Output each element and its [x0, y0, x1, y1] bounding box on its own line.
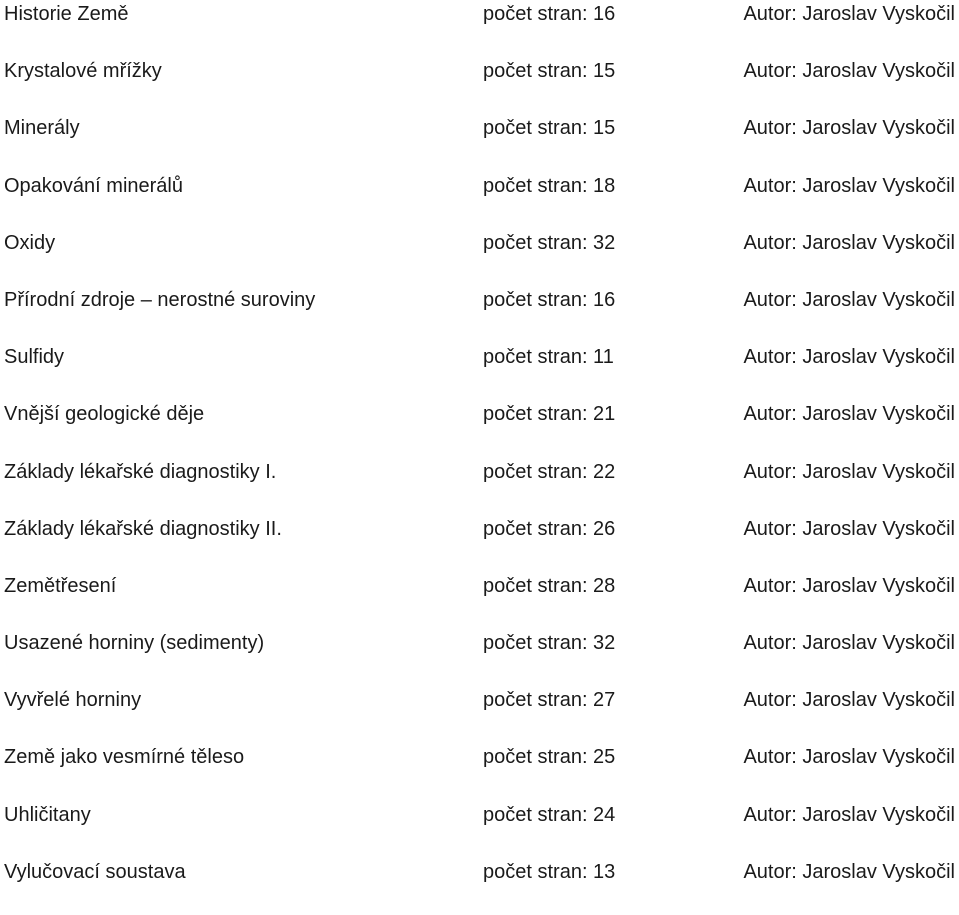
list-item — [0, 743, 959, 800]
list-item — [0, 572, 959, 629]
page-count: počet stran: 15 — [483, 60, 616, 83]
list-item — [0, 286, 959, 343]
document-author: Autor: Jaroslav Vyskočil — [743, 632, 955, 655]
document-title: Vnější geologické děje — [4, 403, 205, 426]
document-author: Autor: Jaroslav Vyskočil — [743, 860, 955, 883]
page-count: počet stran: 28 — [483, 574, 616, 597]
document-title: Usazené horniny (sedimenty) — [4, 632, 265, 655]
list-item — [0, 57, 959, 114]
document-author: Autor: Jaroslav Vyskočil — [743, 60, 955, 83]
list-item — [0, 458, 959, 515]
document-title: Vyvřelé horniny — [4, 689, 142, 712]
document-title: Sulfidy — [4, 346, 65, 369]
list-item — [0, 629, 959, 686]
page-count: počet stran: 22 — [483, 460, 616, 483]
document-author: Autor: Jaroslav Vyskočil — [743, 288, 955, 311]
document-author: Autor: Jaroslav Vyskočil — [743, 803, 955, 826]
document-title: Základy lékařské diagnostiky II. — [4, 517, 282, 540]
document-author: Autor: Jaroslav Vyskočil — [743, 3, 955, 25]
document-author: Autor: Jaroslav Vyskočil — [743, 403, 955, 426]
document-title: Opakování minerálů — [4, 174, 183, 197]
document-title: Historie Země — [4, 3, 129, 25]
list-item — [0, 686, 959, 743]
document-author: Autor: Jaroslav Vyskočil — [743, 117, 955, 140]
page-count: počet stran: 25 — [483, 746, 616, 769]
list-item — [0, 801, 959, 858]
page-count: počet stran: 24 — [483, 803, 616, 826]
document-title: Vylučovací soustava — [4, 860, 186, 883]
document-title: Uhličitany — [4, 803, 91, 826]
document-author: Autor: Jaroslav Vyskočil — [743, 231, 955, 254]
page-count: počet stran: 21 — [483, 403, 616, 426]
list-item — [0, 400, 959, 457]
document-title: Minerály — [4, 117, 80, 140]
document-author: Autor: Jaroslav Vyskočil — [743, 346, 955, 369]
document-title: Krystalové mřížky — [4, 60, 162, 83]
document-title: Základy lékařské diagnostiky I. — [4, 460, 277, 483]
list-item — [0, 172, 959, 229]
page-count: počet stran: 32 — [483, 231, 616, 254]
page-count: počet stran: 27 — [483, 689, 616, 712]
page-count: počet stran: 11 — [483, 346, 614, 369]
list-item — [0, 114, 959, 171]
document-title: Zemětřesení — [4, 574, 117, 597]
document-author: Autor: Jaroslav Vyskočil — [743, 174, 955, 197]
page-count: počet stran: 16 — [483, 288, 616, 311]
list-item — [0, 229, 959, 286]
page-count: počet stran: 26 — [483, 517, 616, 540]
list-item — [0, 515, 959, 572]
document-title: Oxidy — [4, 231, 56, 254]
list-item — [0, 0, 959, 57]
document-author: Autor: Jaroslav Vyskočil — [743, 574, 955, 597]
list-item — [0, 858, 959, 915]
list-item — [0, 343, 959, 400]
document-author: Autor: Jaroslav Vyskočil — [743, 517, 955, 540]
document-author: Autor: Jaroslav Vyskočil — [743, 746, 955, 769]
document-title: Přírodní zdroje – nerostné suroviny — [4, 288, 316, 311]
document-author: Autor: Jaroslav Vyskočil — [743, 460, 955, 483]
document-author: Autor: Jaroslav Vyskočil — [743, 689, 955, 712]
page-count: počet stran: 32 — [483, 632, 616, 655]
page-count: počet stran: 16 — [483, 3, 616, 25]
page-count: počet stran: 15 — [483, 117, 616, 140]
page-count: počet stran: 18 — [483, 174, 616, 197]
page-count: počet stran: 13 — [483, 860, 616, 883]
document-title: Země jako vesmírné těleso — [4, 746, 245, 769]
